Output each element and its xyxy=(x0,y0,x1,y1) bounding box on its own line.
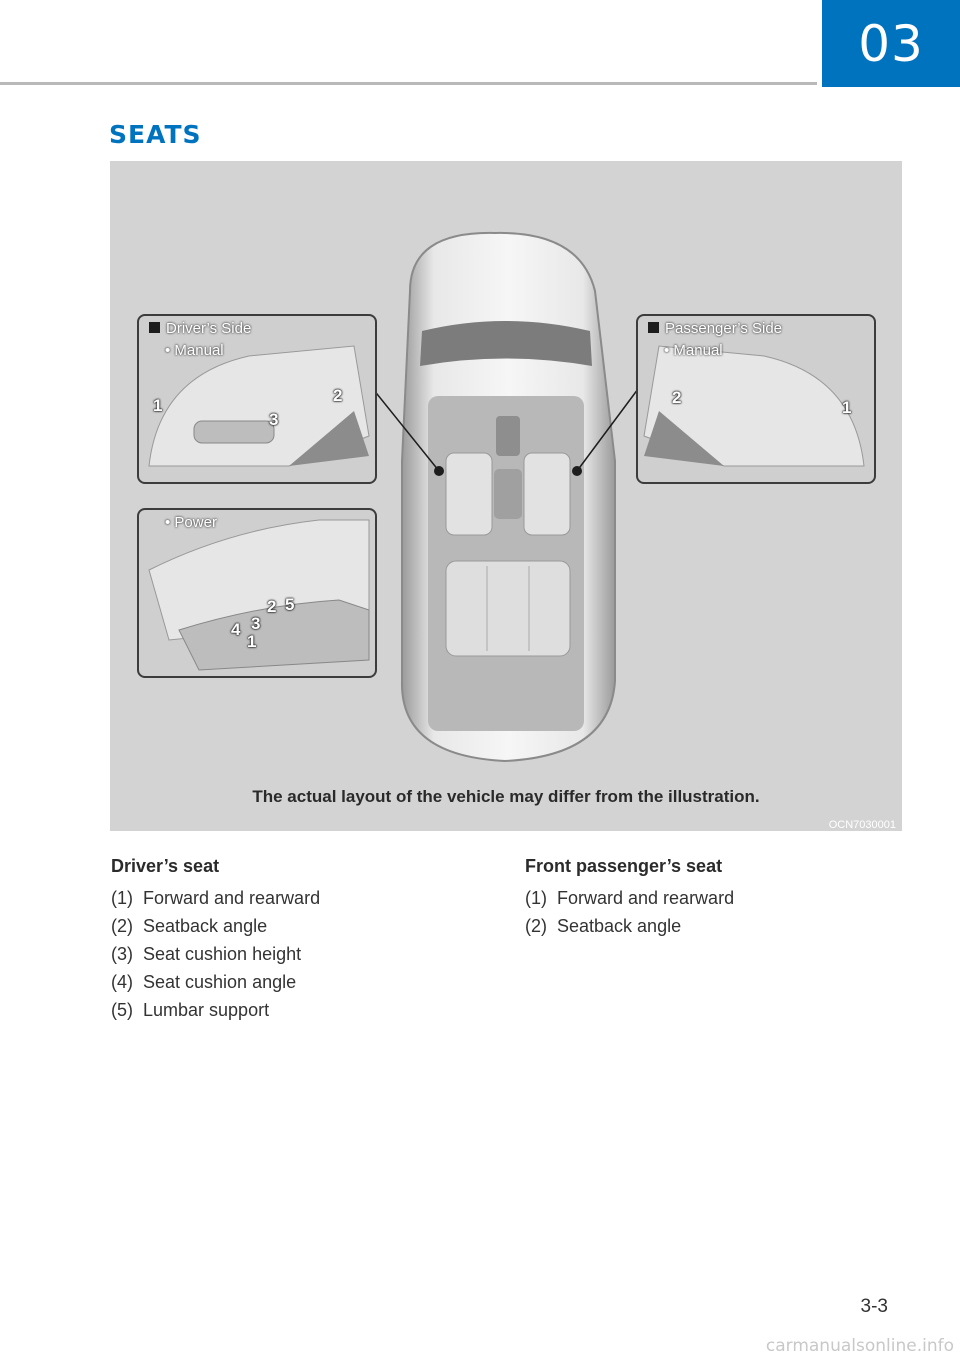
watermark: carmanualsonline.info xyxy=(765,1336,954,1356)
list-item xyxy=(111,996,451,1024)
driver-side-label: Driver’s Side xyxy=(166,320,252,337)
driver-manual-label: • Manual xyxy=(165,342,224,359)
callout-1: 1 xyxy=(153,396,163,415)
item-number: (3) xyxy=(111,944,133,964)
item-number: (4) xyxy=(111,972,133,992)
driver-manual-inset xyxy=(137,314,377,484)
list-item xyxy=(525,912,865,940)
passenger-manual-label: • Manual xyxy=(664,342,723,359)
driver-side-heading xyxy=(149,320,251,337)
callout-3: 3 xyxy=(269,410,279,429)
item-text: Lumbar support xyxy=(143,1000,270,1020)
list-item xyxy=(111,912,451,940)
item-text: Forward and rearward xyxy=(557,888,735,908)
item-number: (2) xyxy=(111,916,133,936)
passenger-side-label: Passenger’s Side xyxy=(665,320,783,337)
callout-5: 5 xyxy=(285,595,295,614)
figure-code: OCN7030001 xyxy=(828,819,896,831)
passenger-seat-title: Front passenger’s seat xyxy=(525,856,723,876)
driver-seat-title: Driver’s seat xyxy=(111,856,220,876)
list-item xyxy=(111,968,451,996)
passenger-side-heading xyxy=(648,320,782,337)
list-item xyxy=(111,884,451,912)
header-rule xyxy=(0,82,817,85)
item-number: (2) xyxy=(525,916,547,936)
square-bullet-icon xyxy=(648,322,659,333)
list-item xyxy=(111,940,451,968)
item-number: (1) xyxy=(525,888,547,908)
item-number: (5) xyxy=(111,1000,133,1020)
item-text: Seatback angle xyxy=(557,916,682,936)
callout-2: 2 xyxy=(672,388,682,407)
chapter-tab: 03 xyxy=(822,0,960,87)
driver-seat-list xyxy=(111,856,451,1024)
callout-4: 4 xyxy=(231,620,241,639)
seats-figure xyxy=(110,161,902,831)
callout-3: 3 xyxy=(251,614,261,633)
item-text: Seatback angle xyxy=(143,916,268,936)
page-number: 3-3 xyxy=(860,1296,888,1317)
callout-1: 1 xyxy=(247,632,257,651)
passenger-seat-list xyxy=(525,856,865,940)
square-bullet-icon xyxy=(149,322,160,333)
callout-2: 2 xyxy=(333,386,343,405)
item-text: Forward and rearward xyxy=(143,888,321,908)
driver-power-inset xyxy=(137,508,377,678)
item-text: Seat cushion angle xyxy=(143,972,297,992)
item-text: Seat cushion height xyxy=(143,944,302,964)
item-number: (1) xyxy=(111,888,133,908)
figure-caption: The actual layout of the vehicle may differ from the illustration. xyxy=(252,787,760,806)
callout-1: 1 xyxy=(842,398,852,417)
passenger-manual-inset xyxy=(636,314,876,484)
driver-power-label: • Power xyxy=(165,514,217,531)
callout-2: 2 xyxy=(267,597,277,616)
car-illustration xyxy=(110,161,902,831)
list-item xyxy=(525,884,865,912)
section-title: SEATS xyxy=(109,120,202,149)
power-seat-illustration xyxy=(139,510,375,676)
